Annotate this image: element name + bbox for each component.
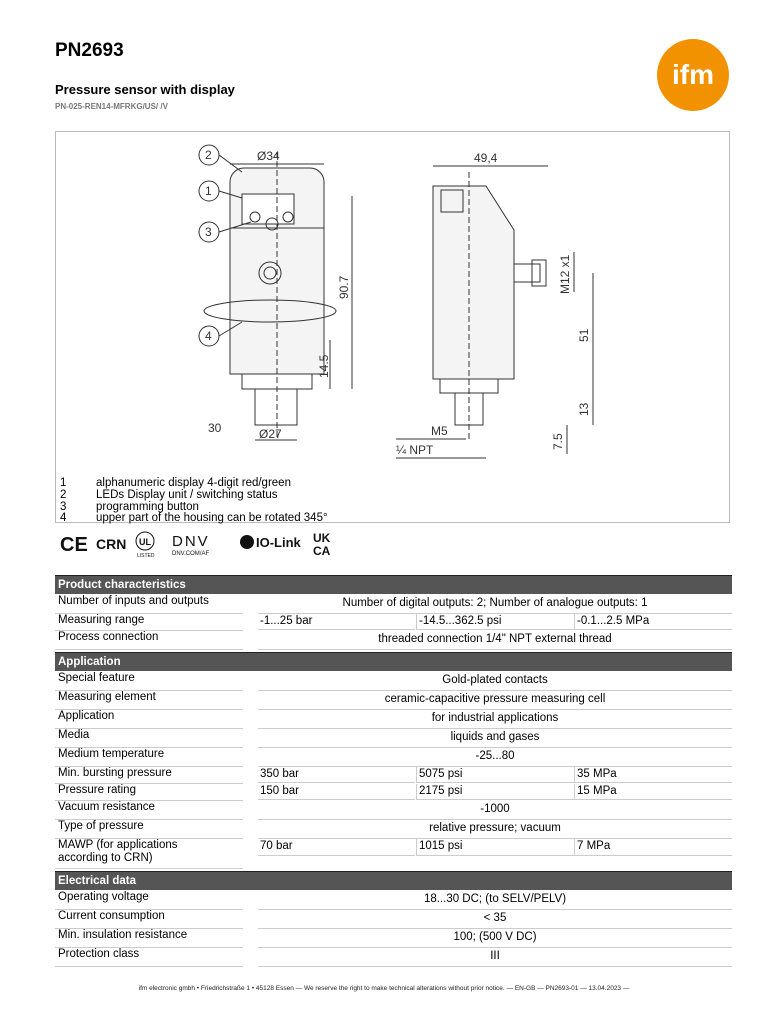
dim-d13: 13 bbox=[577, 402, 591, 416]
table-row: Min. bursting pressure 350 bar 5075 psi 35 MPa bbox=[55, 767, 732, 784]
section-application: Application bbox=[55, 652, 732, 671]
dim-npt: ¼ NPT bbox=[396, 443, 434, 457]
section-electrical-data: Electrical data bbox=[55, 871, 732, 890]
dim-w30: 30 bbox=[208, 421, 222, 435]
dim-d75: 7.5 bbox=[551, 433, 565, 450]
table-row: Process connection threaded connection 1/4" NPT external thread bbox=[55, 631, 732, 650]
table-row: Current consumption < 35 bbox=[55, 910, 732, 929]
table-row: Measuring element ceramic-capacitive pressure measuring cell bbox=[55, 691, 732, 710]
table-row: Measuring range -1...25 bar -14.5...362.5 psi -0.1...2.5 MPa bbox=[55, 614, 732, 631]
dim-m5: M5 bbox=[431, 424, 448, 438]
callout-1: 1 bbox=[205, 184, 212, 198]
svg-text:CA: CA bbox=[313, 544, 331, 558]
product-title: PN2693 bbox=[55, 40, 124, 61]
table-row: Medium temperature -25...80 bbox=[55, 748, 732, 767]
table-row: Min. insulation resistance 100; (500 V DC) bbox=[55, 929, 732, 948]
iolink-mark: IO-Link bbox=[256, 535, 301, 550]
legend-item: 2 LEDs Display unit / switching status bbox=[60, 489, 278, 501]
dim-d27: Ø27 bbox=[259, 427, 282, 441]
table-row: Special feature Gold-plated contacts bbox=[55, 672, 732, 691]
dim-d34: Ø34 bbox=[257, 149, 280, 163]
ifm-logo bbox=[656, 38, 730, 112]
svg-text:ifm: ifm bbox=[672, 59, 714, 90]
table-row: Number of inputs and outputs Number of digital outputs: 2; Number of analogue outputs: 1 bbox=[55, 595, 732, 614]
callout-2: 2 bbox=[205, 148, 212, 162]
ukca-mark: UK bbox=[313, 531, 331, 545]
table-row: MAWP (for applications according to CRN) 70 bar 1015 psi 7 MPa bbox=[55, 839, 732, 869]
dim-d51: 51 bbox=[577, 328, 591, 342]
ul-mark: UL bbox=[139, 537, 151, 547]
dim-d90: 90.7 bbox=[337, 275, 351, 299]
ce-mark: CE bbox=[60, 534, 88, 556]
callout-4: 4 bbox=[205, 329, 212, 343]
table-row: Media liquids and gases bbox=[55, 729, 732, 748]
callout-3: 3 bbox=[205, 225, 212, 239]
dim-m12: M12 x1 bbox=[558, 254, 572, 294]
table-row: Vacuum resistance -1000 bbox=[55, 801, 732, 820]
article-code: PN-025-REN14-MFRKG/US/ /V bbox=[55, 102, 168, 111]
table-row: Operating voltage 18...30 DC; (to SELV/PELV) bbox=[55, 891, 732, 910]
svg-text:DNV.COM/AF: DNV.COM/AF bbox=[172, 551, 210, 557]
section-product-characteristics: Product characteristics bbox=[55, 575, 732, 594]
legend-item: 1 alphanumeric display 4-digit red/green bbox=[60, 477, 291, 489]
dnv-mark: DNV bbox=[172, 533, 210, 550]
certification-marks bbox=[60, 530, 360, 558]
table-row: Protection class III bbox=[55, 948, 732, 967]
product-subtitle: Pressure sensor with display bbox=[55, 82, 235, 97]
table-row: Pressure rating 150 bar 2175 psi 15 MPa bbox=[55, 784, 732, 801]
svg-text:LISTED: LISTED bbox=[137, 553, 155, 558]
table-row: Application for industrial applications bbox=[55, 710, 732, 729]
dimension-drawing bbox=[55, 131, 730, 523]
table-row: Type of pressure relative pressure; vacuum bbox=[55, 820, 732, 839]
legend-item: 4 upper part of the housing can be rotated 345° bbox=[60, 512, 328, 524]
dim-d145: 14.5 bbox=[317, 354, 331, 378]
page-footer: ifm electronic gmbh • Friedrichstraße 1 • 45128 Essen — We reserve the right to make technical alterations without prior notice. — EN-GB — PN2693-01 — 13.04.2023 — bbox=[138, 985, 630, 992]
legend-item: 3 programming button bbox=[60, 501, 199, 513]
crn-mark: CRN bbox=[96, 536, 127, 552]
dim-d49: 49,4 bbox=[474, 151, 498, 165]
